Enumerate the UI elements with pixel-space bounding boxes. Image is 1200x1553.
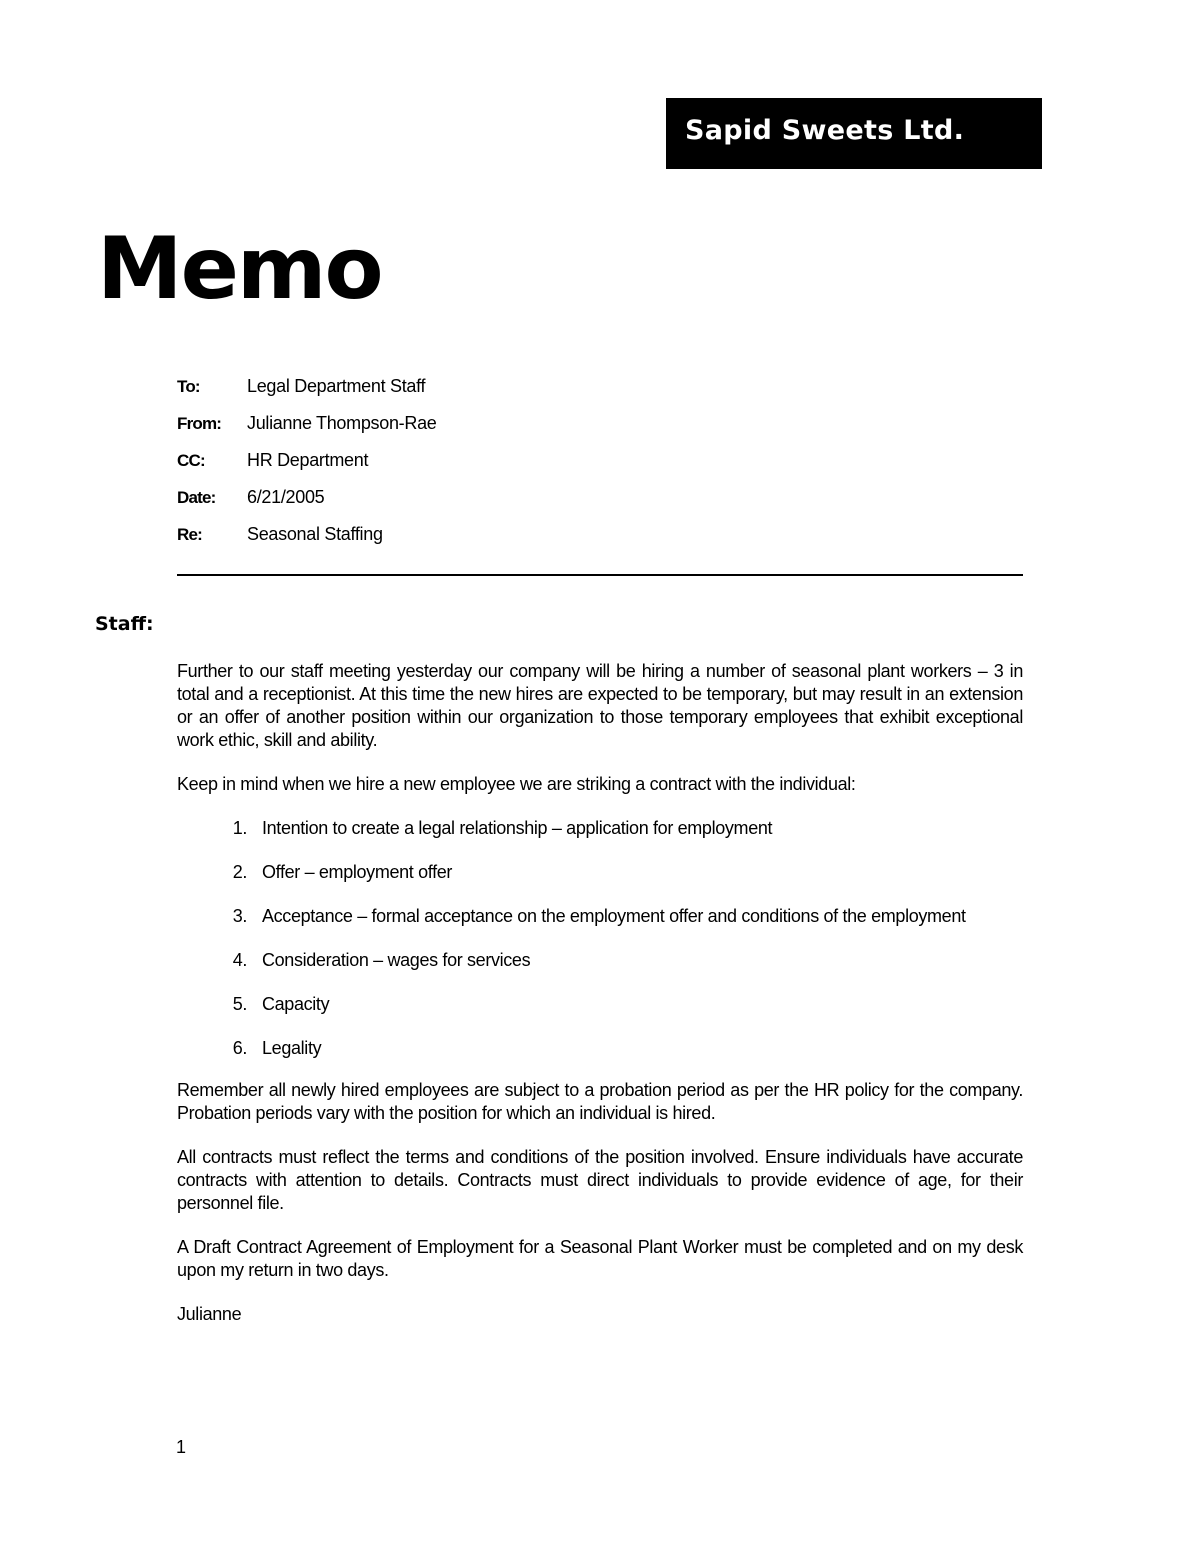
contract-elements-list (177, 817, 1023, 1079)
memo-title: Memo (97, 219, 382, 319)
staff-heading: Staff: (95, 613, 154, 635)
list-item-text: Acceptance – formal acceptance on the employment offer and conditions of the employment (262, 906, 966, 926)
header-row-from (177, 413, 1023, 450)
list-item (177, 949, 1023, 993)
cc-value: HR Department (247, 450, 369, 470)
list-item-number: 5. (232, 994, 247, 1014)
list-item-text: Consideration – wages for services (262, 950, 531, 970)
signature: Julianne (177, 1304, 242, 1324)
cc-label: CC: (177, 451, 205, 470)
to-value: Legal Department Staff (247, 376, 426, 396)
list-item-number: 1. (232, 818, 247, 838)
to-label: To: (177, 377, 200, 396)
body-paragraph-3: Remember all newly hired employees are subject to a probation period as per the HR policy for the company. Probation periods vary with the position for which an individual is hired. (177, 1080, 1023, 1123)
re-label: Re: (177, 525, 202, 544)
list-item-text: Offer – employment offer (262, 862, 453, 882)
body-paragraph-1: Further to our staff meeting yesterday our company will be hiring a number of seasonal plant workers – 3 in total and a receptionist. At this time the new hires are expected to be temporary, but may result in an extension or an offer of another position within our organization to those temporary employees that exhibit exceptional work ethic, skill and ability. (177, 661, 1023, 750)
from-value: Julianne Thompson-Rae (247, 413, 437, 433)
body-paragraph-2: Keep in mind when we hire a new employee we are striking a contract with the individual: (177, 774, 856, 794)
header-row-cc (177, 450, 1023, 487)
list-item-text: Legality (262, 1038, 322, 1058)
header-row-re (177, 524, 1023, 561)
body-paragraph-4: All contracts must reflect the terms and conditions of the position involved. Ensure individuals have accurate contracts with attention to details. Contracts must direct individuals to provide evidence of age, for their personnel file. (177, 1147, 1023, 1213)
memo-body (177, 660, 1023, 1347)
header-row-date (177, 487, 1023, 524)
memo-header-fields (177, 376, 1023, 561)
company-name: Sapid Sweets Ltd. (685, 115, 965, 146)
list-item-text: Capacity (262, 994, 330, 1014)
list-item (177, 861, 1023, 905)
list-item (177, 905, 1023, 949)
re-value: Seasonal Staffing (247, 524, 383, 544)
list-item (177, 817, 1023, 861)
list-item-text: Intention to create a legal relationship – application for employment (262, 818, 773, 838)
header-divider (177, 574, 1023, 576)
date-label: Date: (177, 488, 216, 507)
from-label: From: (177, 414, 222, 433)
list-item-number: 4. (232, 950, 247, 970)
list-item-number: 2. (232, 862, 247, 882)
company-name-banner (666, 98, 1042, 169)
list-item (177, 1037, 1023, 1079)
list-item-number: 6. (232, 1038, 247, 1058)
page-number: 1 (176, 1437, 187, 1457)
list-item-number: 3. (232, 906, 247, 926)
header-row-to (177, 376, 1023, 413)
body-paragraph-5: A Draft Contract Agreement of Employment for a Seasonal Plant Worker must be completed and on my desk upon my return in two days. (177, 1237, 1023, 1280)
date-value: 6/21/2005 (247, 487, 325, 507)
list-item (177, 993, 1023, 1037)
